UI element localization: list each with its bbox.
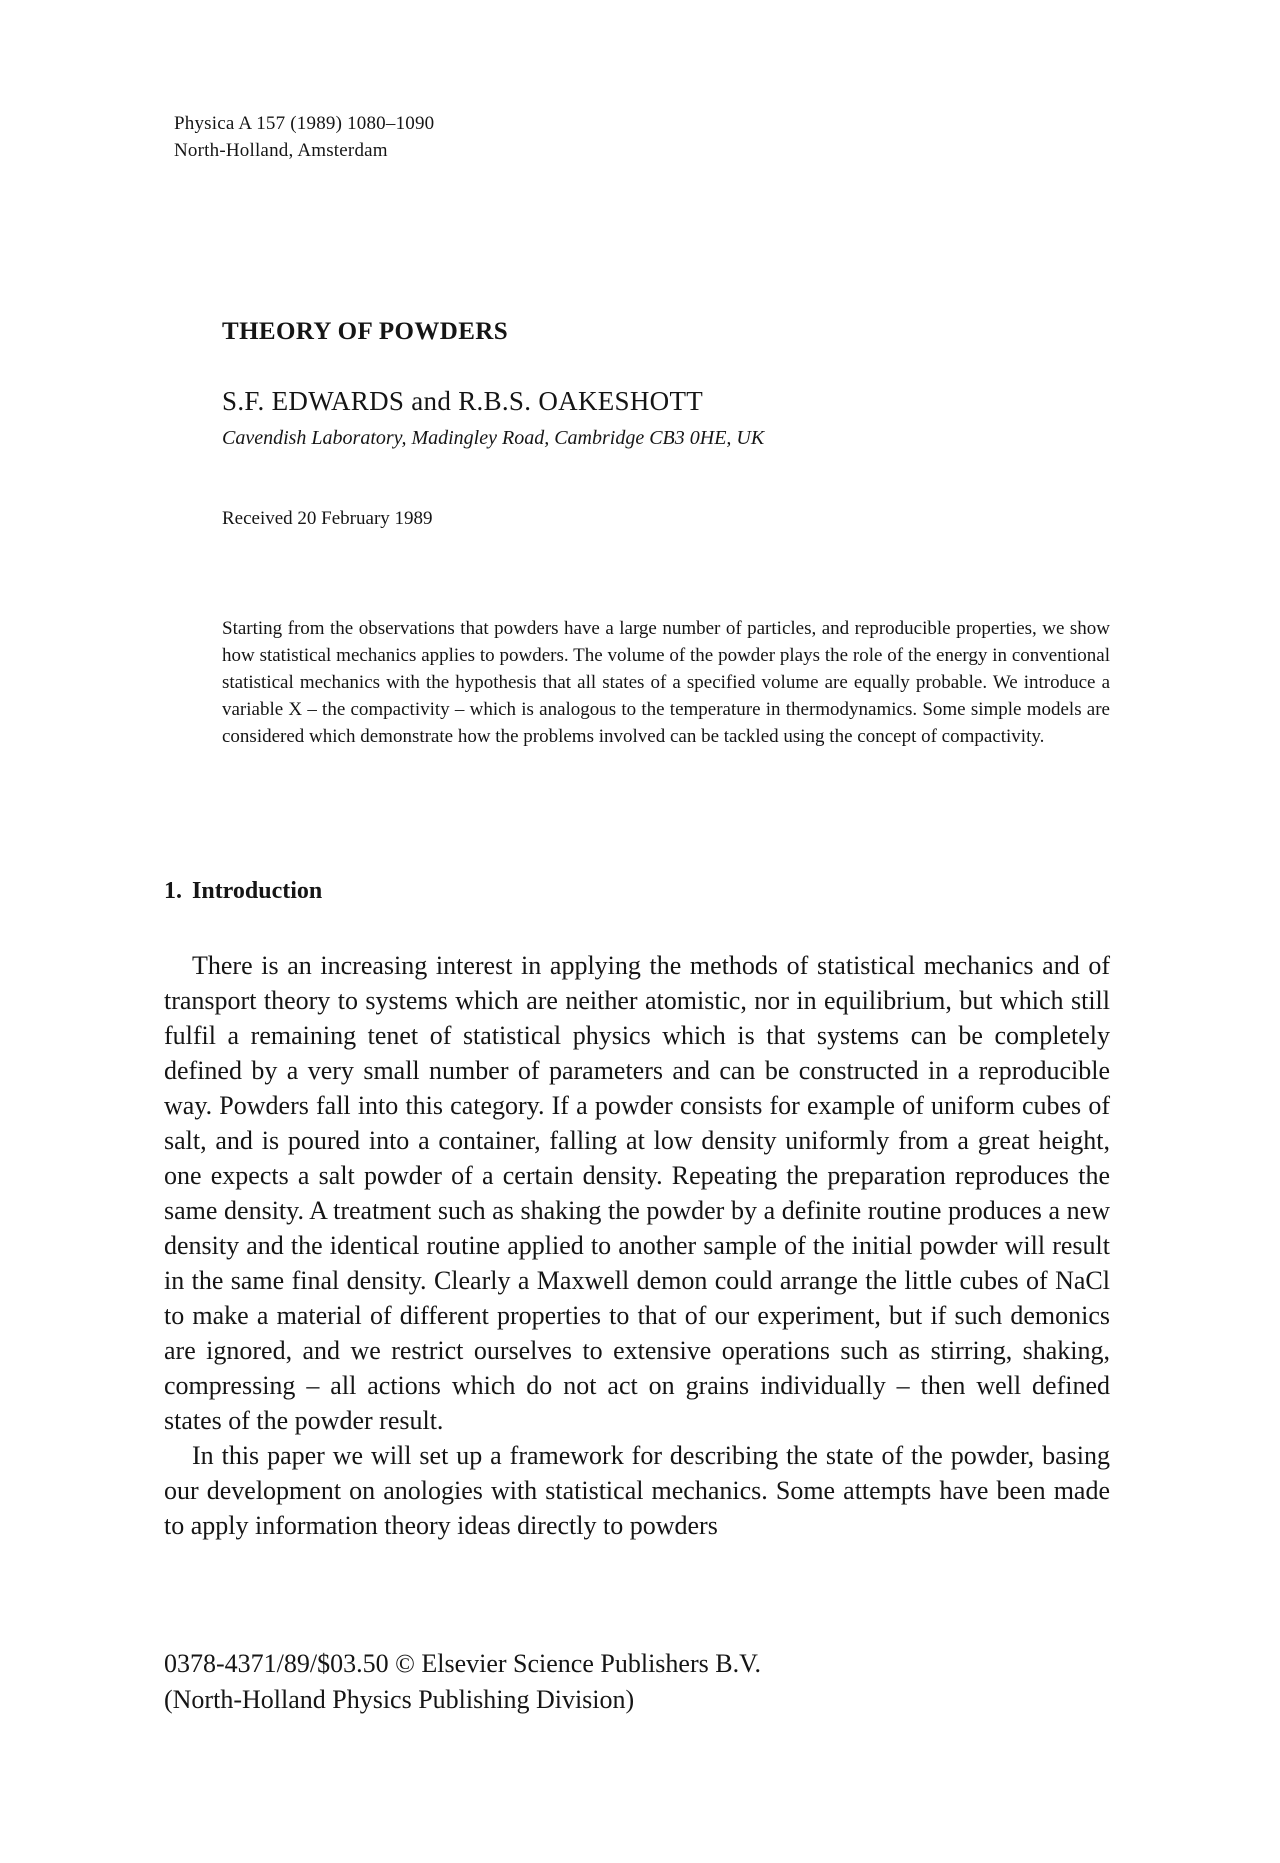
body-paragraph: In this paper we will set up a framework for describing the state of the powder, basing our development on anologies with statistical mechanics. Some attempts have been made to apply information theory ideas directly to powders — [164, 1441, 1110, 1540]
body-paragraph: There is an increasing interest in applying the methods of statistical mechanics and of transport theory to systems which are neither atomistic, nor in equilibrium, but which still fulfil a remaining tenet of statistical physics which is that systems can be completely defined by a very small number of parameters and can be constructed in a reproducible way. Powders fall into this category. If a powder consists for example of uniform cubes of salt, and is poured into a container, falling at low density uniformly from a great height, one expects a salt powder of a certain density. Repeating the preparation reproduces the same density. A treatment such as shaking the powder by a definite routine produces a new density and the identical routine applied to another sample of the initial powder will result in the same final density. Clearly a Maxwell demon could arrange the little cubes of NaCl to make a material of different properties to that of our experiment, but if such demonics are ignored, and we restrict ourselves to extensive operations such as stirring, shaking, compressing – all actions which do not act on grains individually – then well defined states of the powder result. — [164, 951, 1110, 1435]
section-body — [164, 948, 1110, 1543]
section-number: 1. — [164, 878, 182, 904]
publisher-location: North-Holland, Amsterdam — [174, 140, 388, 161]
received-date: Received 20 February 1989 — [222, 508, 433, 529]
copyright-line: 0378-4371/89/$03.50 © Elsevier Science Publishers B.V. — [164, 1649, 761, 1678]
journal-citation: Physica A 157 (1989) 1080–1090 — [174, 113, 435, 134]
copyright-footer — [164, 1646, 761, 1718]
paper-authors: S.F. EDWARDS and R.B.S. OAKESHOTT — [222, 386, 704, 416]
section-title: Introduction — [192, 878, 323, 904]
paper-title: THEORY OF POWDERS — [222, 318, 509, 345]
journal-header — [174, 110, 434, 164]
abstract: Starting from the observations that powders have a large number of particles, and reproducible properties, we show how statistical mechanics applies to powders. The volume of the powder plays the role of the energy in conventional statistical mechanics with the hypothesis that all states of a specified volume are equally probable. We introduce a variable X – the compactivity – which is analogous to the temperature in thermodynamics. Some simple models are considered which demonstrate how the problems involved can be tackled using the concept of compactivity. — [222, 618, 1110, 747]
author-affiliation: Cavendish Laboratory, Madingley Road, Cambridge CB3 0HE, UK — [222, 427, 765, 449]
publishing-division: (North-Holland Physics Publishing Division) — [164, 1685, 635, 1714]
section-heading — [164, 878, 322, 905]
